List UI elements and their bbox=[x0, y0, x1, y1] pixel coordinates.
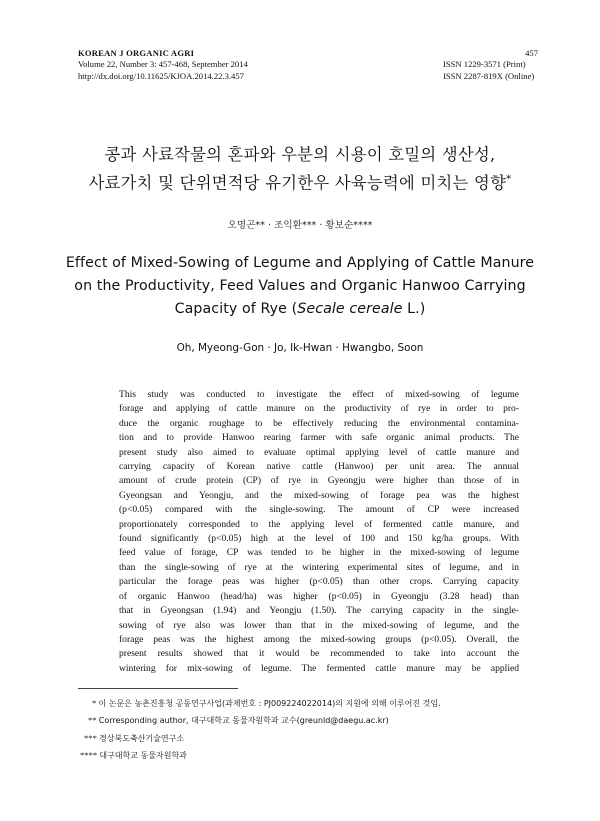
abstract-line: carrying capacity of Korean native cattle (Hanwoo) per unit area. The annual bbox=[119, 461, 519, 473]
abstract-line: than the single-sowing of rye at the wintering experimental sites of legume, and in bbox=[119, 561, 519, 573]
footnote-text: 경상북도축산기술연구소 bbox=[99, 733, 185, 743]
abstract-line: sowing of rye also was lower than that in the mixed-sowing of legume, and the bbox=[119, 619, 519, 631]
footnote-mark: ** bbox=[88, 715, 97, 726]
english-title-line-2: on the Productivity, Feed Values and Organic Hanwoo Carrying bbox=[74, 277, 526, 294]
korean-title-line-2-text: 사료가치 및 단위면적당 유기한우 사육능력에 미치는 영향 bbox=[88, 172, 507, 192]
english-title bbox=[0, 252, 600, 320]
footnote-mark: **** bbox=[80, 750, 98, 761]
footnote-corresponding-author bbox=[78, 712, 548, 729]
english-title-line-3-prefix: Capacity of Rye ( bbox=[174, 300, 298, 317]
english-title-line-3 bbox=[0, 298, 600, 321]
abstract-line: of organic Hanwoo (head/ha) was higher (p<0.05) in Gyeongju (3.28 head) than bbox=[119, 590, 519, 602]
abstract-line: present results showed that it would be recommended to take into account the bbox=[119, 648, 519, 660]
abstract-line: forage peas was the highest among the mixed-sowing groups (p<0.05). Overall, the bbox=[119, 633, 519, 645]
journal-name: KOREAN J ORGANIC AGRI bbox=[78, 48, 195, 58]
journal-header bbox=[78, 48, 538, 82]
abstract-line: duce the organic roughage to be effectively reducing the environmental contamina- bbox=[119, 417, 519, 429]
english-title-line-1: Effect of Mixed-Sowing of Legume and Applying of Cattle Manure bbox=[65, 255, 535, 271]
abstract-line: feed value of forage, CP was tended to be higher in the mixed-sowing of legume bbox=[119, 547, 519, 559]
issn-online: ISSN 2287-819X (Online) bbox=[443, 70, 535, 81]
footnotes bbox=[78, 695, 548, 765]
footnote-text: 이 논문은 농촌진흥청 공동연구사업(과제번호 : PJ009224022014)의 지원에 의해 이루어진 것임. bbox=[98, 699, 441, 708]
issn-print: ISSN 1229-3571 (Print) bbox=[443, 59, 526, 70]
english-authors: Oh, Myeong-Gon · Jo, Ik-Hwan · Hwangbo, Soon bbox=[176, 342, 424, 354]
korean-title-line-1: 콩과 사료작물의 혼파와 우분의 시용이 호밀의 생산성, bbox=[104, 145, 496, 164]
korean-title-line-2 bbox=[0, 168, 600, 196]
species-name: Secale cereale bbox=[297, 300, 403, 317]
korean-authors: 오명곤** · 조익환*** · 황보순**** bbox=[227, 220, 373, 231]
abstract-line: present study also aimed to evaluate optimal applying level of cattle manure and bbox=[119, 446, 519, 458]
footnote-mark: * bbox=[92, 698, 97, 708]
footnote-affiliation-1 bbox=[78, 730, 548, 747]
doi-link[interactable]: http://dx.doi.org/10.11625/KJOA.2014.22.3.457 bbox=[78, 70, 244, 81]
abstract-line: This study was conducted to investigate the effect of mixed-sowing of legume bbox=[119, 389, 519, 400]
footnote-text: Corresponding author, 대구대학교 동물자원학과 교수(greunld@daegu.ac.kr) bbox=[98, 716, 389, 726]
abstract-line: proportionately corresponded to the applying level of fermented cattle manure, and bbox=[119, 518, 519, 530]
abstract-line: amount of crude protein (CP) of rye in Gyeongju were higher than those of in bbox=[119, 475, 519, 487]
abstract-line: found significantly (p<0.05) high at the level of 100 and 150 kg/ha groups. With bbox=[119, 533, 519, 545]
abstract-line: particular the forage peas was higher (p<0.05) than other crops. Carrying capacity bbox=[119, 576, 519, 588]
abstract-line: Gyeongsan and Yeongju, and the mixed-sowing of forage pea was the highest bbox=[119, 489, 519, 501]
korean-title bbox=[0, 143, 600, 195]
abstract-line: (p<0.05) compared with the single-sowing. The amount of CP were increased bbox=[119, 504, 519, 516]
abstract bbox=[119, 388, 519, 676]
abstract-line: that in Gyeongsan (1.94) and Yeongju (1.50). The carrying capacity in the single- bbox=[119, 605, 519, 617]
title-footnote-mark: * bbox=[506, 173, 512, 185]
footnote-divider bbox=[78, 688, 238, 689]
abstract-line: tion and to provide Hanwoo rearing farmer with safe organic animal products. The bbox=[119, 432, 519, 444]
footnote-affiliation-2 bbox=[78, 747, 548, 764]
footnote-mark: *** bbox=[84, 732, 97, 743]
volume-info: Volume 22, Number 3: 457-468, September 2014 bbox=[78, 59, 248, 70]
abstract-line: forage and applying of cattle manure on the productivity of rye in order to pro- bbox=[119, 403, 519, 415]
page-number: 457 bbox=[525, 48, 538, 58]
footnote-funding bbox=[78, 695, 548, 712]
footnote-text: 대구대학교 동물자원학과 bbox=[99, 751, 187, 761]
abstract-line: wintering for mix-sowing of legume. The fermented cattle manure may be applied bbox=[119, 662, 519, 674]
english-title-line-3-suffix: L.) bbox=[402, 300, 426, 317]
